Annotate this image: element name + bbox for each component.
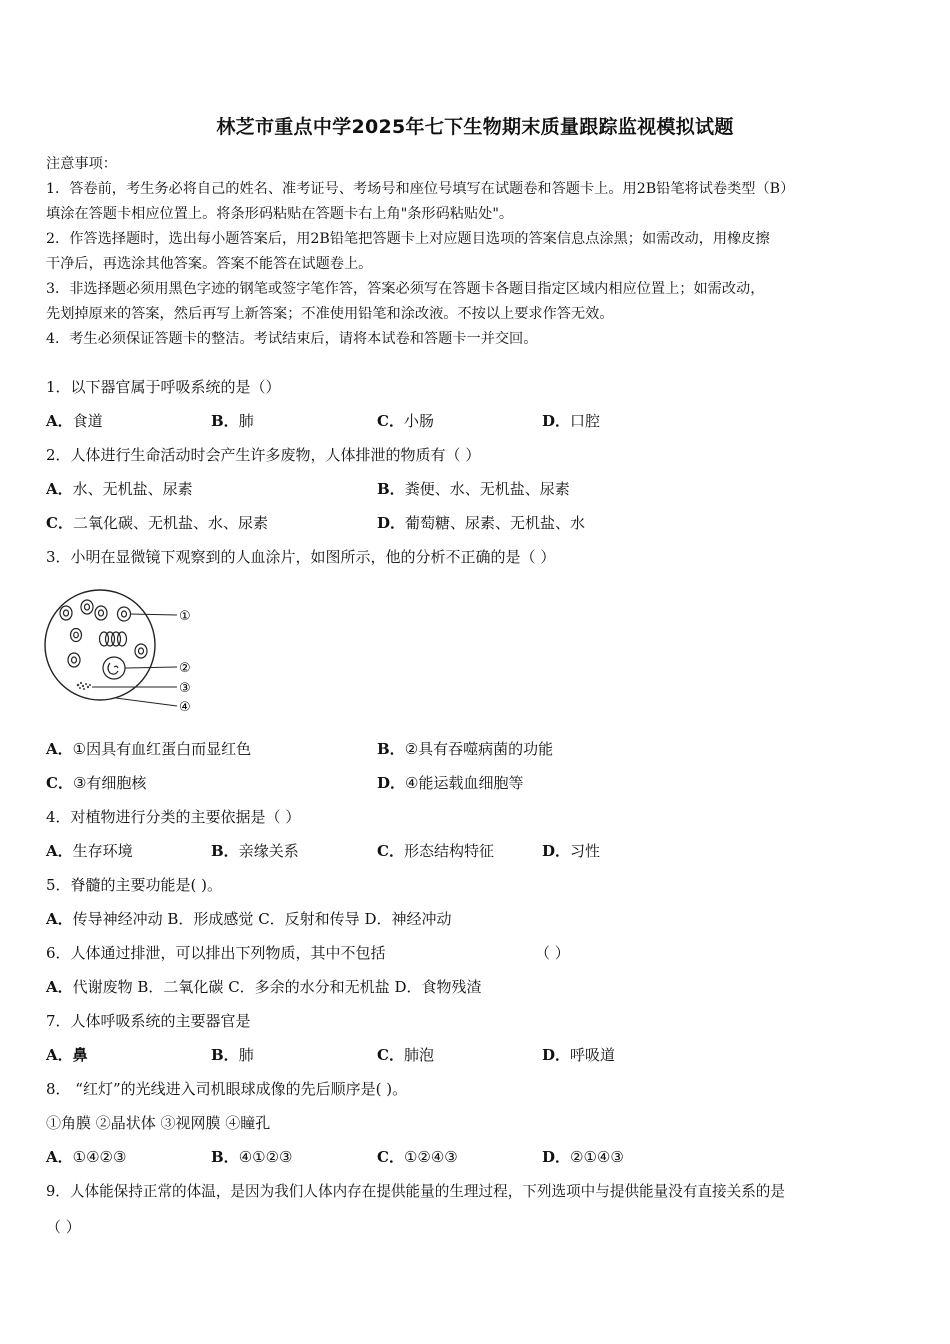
q8-items: ①角膜 ②晶状体 ③视网膜 ④瞳孔 bbox=[46, 1114, 271, 1132]
q6-options: A．代谢废物 B．二氧化碳 C．多余的水分和无机盐 D．食物残渣 bbox=[46, 978, 482, 996]
q3-option-d: D．④能运载血细胞等 bbox=[377, 774, 524, 792]
notice-line: 4．考生必须保证答题卡的整洁。考试结束后，请将本试卷和答题卡一并交回。 bbox=[46, 331, 538, 347]
q1-option-c: C．小肠 bbox=[377, 412, 434, 430]
q8-option-d: D．②①④③ bbox=[542, 1148, 624, 1166]
q8-option-b: B．④①②③ bbox=[211, 1148, 293, 1166]
question-8-stem: 8． “红灯”的光线进入司机眼球成像的先后顺序是( )。 bbox=[46, 1080, 408, 1098]
question-1-stem: 1．以下器官属于呼吸系统的是（） bbox=[46, 378, 281, 396]
q4-option-a: A．生存环境 bbox=[46, 842, 133, 860]
q1-option-d: D．口腔 bbox=[542, 412, 601, 430]
notice-header: 注意事项： bbox=[46, 156, 117, 172]
label-2: ② bbox=[179, 661, 191, 676]
q2-option-c: C．二氧化碳、无机盐、水、尿素 bbox=[46, 514, 268, 532]
notice-section bbox=[46, 152, 916, 352]
q9-answer-paren: （ ） bbox=[46, 1218, 81, 1236]
q2-option-d: D．葡萄糖、尿素、无机盐、水 bbox=[377, 514, 586, 532]
q4-option-b: B．亲缘关系 bbox=[211, 842, 299, 860]
question-7-stem: 7．人体呼吸系统的主要器官是 bbox=[46, 1012, 251, 1030]
q6-answer-paren: （ ） bbox=[535, 944, 570, 962]
page-title: 林芝市重点中学2025年七下生物期末质量跟踪监视模拟试题 bbox=[216, 116, 734, 138]
blood-smear-diagram bbox=[44, 587, 204, 717]
notice-line: 先划掉原来的答案，然后再写上新答案；不准使用铅笔和涂改液。不按以上要求作答无效。 bbox=[46, 306, 614, 322]
notice-line: 3．非选择题必须用黑色字迹的钢笔或签字笔作答，答案必须写在答题卡各题目指定区域内相应位置上；如需改动， bbox=[46, 281, 765, 297]
q3-option-b: B．②具有吞噬病菌的功能 bbox=[377, 740, 554, 758]
q7-option-c: C．肺泡 bbox=[377, 1046, 434, 1064]
q5-options: A．传导神经冲动 B．形成感觉 C．反射和传导 D．神经冲动 bbox=[46, 910, 452, 928]
q8-option-a: A．①④②③ bbox=[46, 1148, 127, 1166]
blood-smear-figure bbox=[44, 587, 204, 717]
question-9-stem: 9．人体能保持正常的体温，是因为我们人体内存在提供能量的生理过程，下列选项中与提供能量没有直接关系的是 bbox=[46, 1183, 785, 1200]
question-6-stem: 6．人体通过排泄，可以排出下列物质，其中不包括 bbox=[46, 944, 386, 962]
q7-option-d: D．呼吸道 bbox=[542, 1046, 616, 1064]
q2-option-b: B．粪便、水、无机盐、尿素 bbox=[377, 480, 570, 498]
q4-option-c: C．形态结构特征 bbox=[377, 842, 494, 860]
question-4-stem: 4．对植物进行分类的主要依据是（ ） bbox=[46, 808, 301, 826]
q8-option-c: C．①②④③ bbox=[377, 1148, 458, 1166]
question-3-stem: 3．小明在显微镜下观察到的人血涂片，如图所示，他的分析不正确的是（ ） bbox=[46, 548, 556, 566]
notice-line: 干净后，再选涂其他答案。答案不能答在试题卷上。 bbox=[46, 256, 373, 272]
q7-option-a: A．鼻 bbox=[46, 1046, 88, 1064]
q3-option-a: A．①因具有血红蛋白而显红色 bbox=[46, 740, 252, 758]
question-2-stem: 2．人体进行生命活动时会产生许多废物，人体排泄的物质有（ ） bbox=[46, 446, 481, 464]
q2-option-a: A．水、无机盐、尿素 bbox=[46, 480, 193, 498]
label-4: ④ bbox=[179, 700, 191, 715]
question-5-stem: 5．脊髓的主要功能是( )。 bbox=[46, 876, 223, 894]
q7-option-b: B．肺 bbox=[211, 1046, 254, 1064]
notice-line: 2．作答选择题时，选出每小题答案后，用2B铅笔把答题卡上对应题目选项的答案信息点涂黑；如需改动，用橡皮擦 bbox=[46, 231, 770, 247]
q4-option-d: D．习性 bbox=[542, 842, 601, 860]
q1-option-a: A．食道 bbox=[46, 412, 103, 430]
notice-line: 1．答卷前，考生务必将自己的姓名、准考证号、考场号和座位号填写在试题卷和答题卡上。用2B铅笔将试卷类型（B） bbox=[46, 181, 795, 197]
notice-line: 填涂在答题卡相应位置上。将条形码粘贴在答题卡右上角"条形码粘贴处"。 bbox=[46, 206, 514, 222]
q3-option-c: C．③有细胞核 bbox=[46, 774, 147, 792]
label-3: ③ bbox=[179, 681, 191, 696]
label-1: ① bbox=[179, 609, 191, 624]
q1-option-b: B．肺 bbox=[211, 412, 254, 430]
